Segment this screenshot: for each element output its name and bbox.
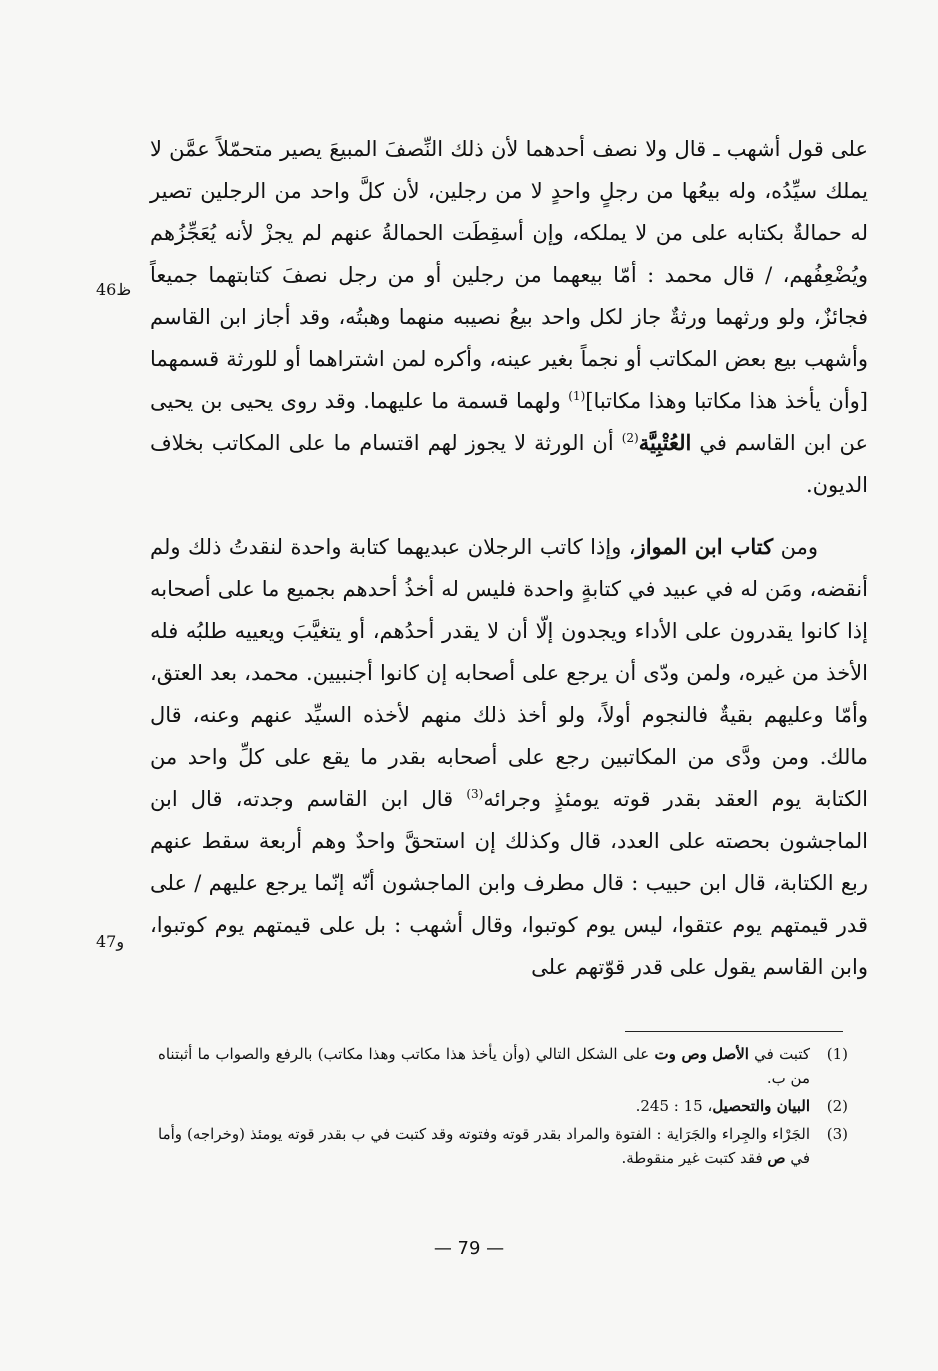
p2-intro: ومن: [773, 535, 818, 559]
footnote-1-text-a: كتبت في: [748, 1045, 810, 1063]
main-text: [150, 128, 868, 988]
footnote-number: (1): [826, 1045, 848, 1063]
book-title-ibn-mawaz: كتاب ابن المواز: [635, 534, 774, 559]
footnote-2: [158, 1094, 848, 1118]
footnote-3-text-b: فقد كتبت غير منقوطة.: [621, 1149, 768, 1167]
paragraph-2: [150, 526, 868, 988]
p1-text-c: أن الورثة لا يجوز لهم اقتسام ما على المكاتب بخلاف الديون.: [150, 431, 868, 497]
footnote-1-bold-b: وص وت: [654, 1045, 707, 1063]
footnote-1: [158, 1042, 848, 1090]
p2-text-a: ، وإذا كاتب الرجلان عبديهما كتابة واحدة لنقدتُ ذلك ولم أنقضه، ومَن له في عبيد في كتابةٍ واحدة فليس له أخذُ أحدهم بجميع ما على أصحابه إذا كانوا يقدرون على الأداء ويجدون إلّا أن لا يقدر أحدُهم، أو يتغيَّبَ ويعييه طلبُه فله الأخذ من غيره، ولمن ودّى أن يرجع على أصحابه إن كانوا أجنبيين. محمد، بعد العتق، وأمّا وعليهم بقيةٌ فالنجوم أولاً، ولو أخذ ذلك منهم لأخذه السيِّد عنهم وعنه، قال مالك. ومن ودَّى من المكاتبين رجع على أصحابه بقدر ما يقع على كلِّ واحد من الكتابة يوم العقد بقدر قوته يومئذٍ وجرائه: [150, 535, 869, 811]
footnote-text: [158, 1042, 810, 1090]
footnote-3-text-a: الجَرْاء والجِراء والجَرَاية : الفتوة والمراد بقدر قوته وفتوته وقد كتبت في ب بقدر قوته يومئذ (وخراجه) وأما في: [158, 1125, 811, 1167]
footnote-ref-1: (1): [568, 389, 586, 403]
page-number: — 79 —: [433, 1238, 505, 1259]
footnote-1-bold-a: الأصل: [712, 1045, 749, 1063]
p1-text-b: ولهما قسمة ما عليهما. وقد روى يحيى بن يحيى عن ابن القاسم في: [150, 389, 868, 455]
footnote-3: [158, 1122, 848, 1170]
p1-text-a: على قول أشهب ـ قال ولا نصف أحدهما لأن ذلك النِّصفَ المبيعَ يصير متحمّلاً عمَّن لا يملك سيِّدُه، وله بيعُها من رجلٍ واحدٍ لا من رجلين، لأن كلَّ واحد من الرجلين تصير له حمالةٌ بكتابه على من لا يملكه، وإن أسقِطَت الحمالةُ عنهم لم يجزْ لأنه يُعَجِّزُهم ويُضْعِفُهم، / قال محمد : أمّا بيعهما من رجلين أو من رجل نصفَ كتابتهما جميعاً فجائزٌ، ولو ورثهما ورثةٌ جاز لكل واحد بيعُ نصيبه منهما وهبتُه، وقد أجاز ابن القاسم وأشهب بيع بعض المكاتب أو نجماً بغير عينه، وأكره لمن اشتراهما أو للورثة قسمهما [وأن يأخذ هذا مكاتبا وهذا مكاتبا]: [150, 137, 868, 413]
footnote-2-text: ، 15 : 245.: [635, 1097, 713, 1115]
footnote-2-bold: البيان والتحصيل: [712, 1097, 810, 1115]
margin-folio-46: 46ظ: [96, 280, 132, 299]
paragraph-1: [150, 128, 868, 506]
footnote-ref-2: (2): [621, 431, 639, 445]
book-title-utbiyya: العُتْبِيَّة: [638, 430, 692, 455]
footnote-text: [158, 1122, 810, 1170]
footnote-number: (3): [826, 1125, 848, 1143]
footnote-1-text-b: على الشكل التالي (وأن يأخذ هذا مكاتب وهذا مكاتب) بالرفع والصواب ما أثبتناه من ب.: [158, 1045, 810, 1087]
footnote-number: (2): [826, 1097, 848, 1115]
footnotes: [158, 1042, 848, 1174]
margin-folio-47: 47و: [96, 932, 125, 951]
footnote-ref-3: (3): [466, 787, 484, 801]
footnote-3-bold: ص: [767, 1149, 786, 1167]
p2-text-b: قال ابن القاسم وجدته، قال ابن الماجشون بحصته على العدد، قال وكذلك إن استحقَّ واحدٌ وهم أربعة سقط عنهم ربع الكتابة، قال ابن حبيب : قال مطرف وابن الماجشون أنّه إنّما يرجع عليهم / على قدر قيمتهم يوم عتقوا، ليس يوم كوتبوا، وقال أشهب : بل على قيمتهم يوم كوتبوا، وابن القاسم يقول على قدر قوّتهم على: [150, 787, 868, 979]
footnote-text: [158, 1094, 810, 1118]
footnote-divider: [625, 1031, 843, 1032]
